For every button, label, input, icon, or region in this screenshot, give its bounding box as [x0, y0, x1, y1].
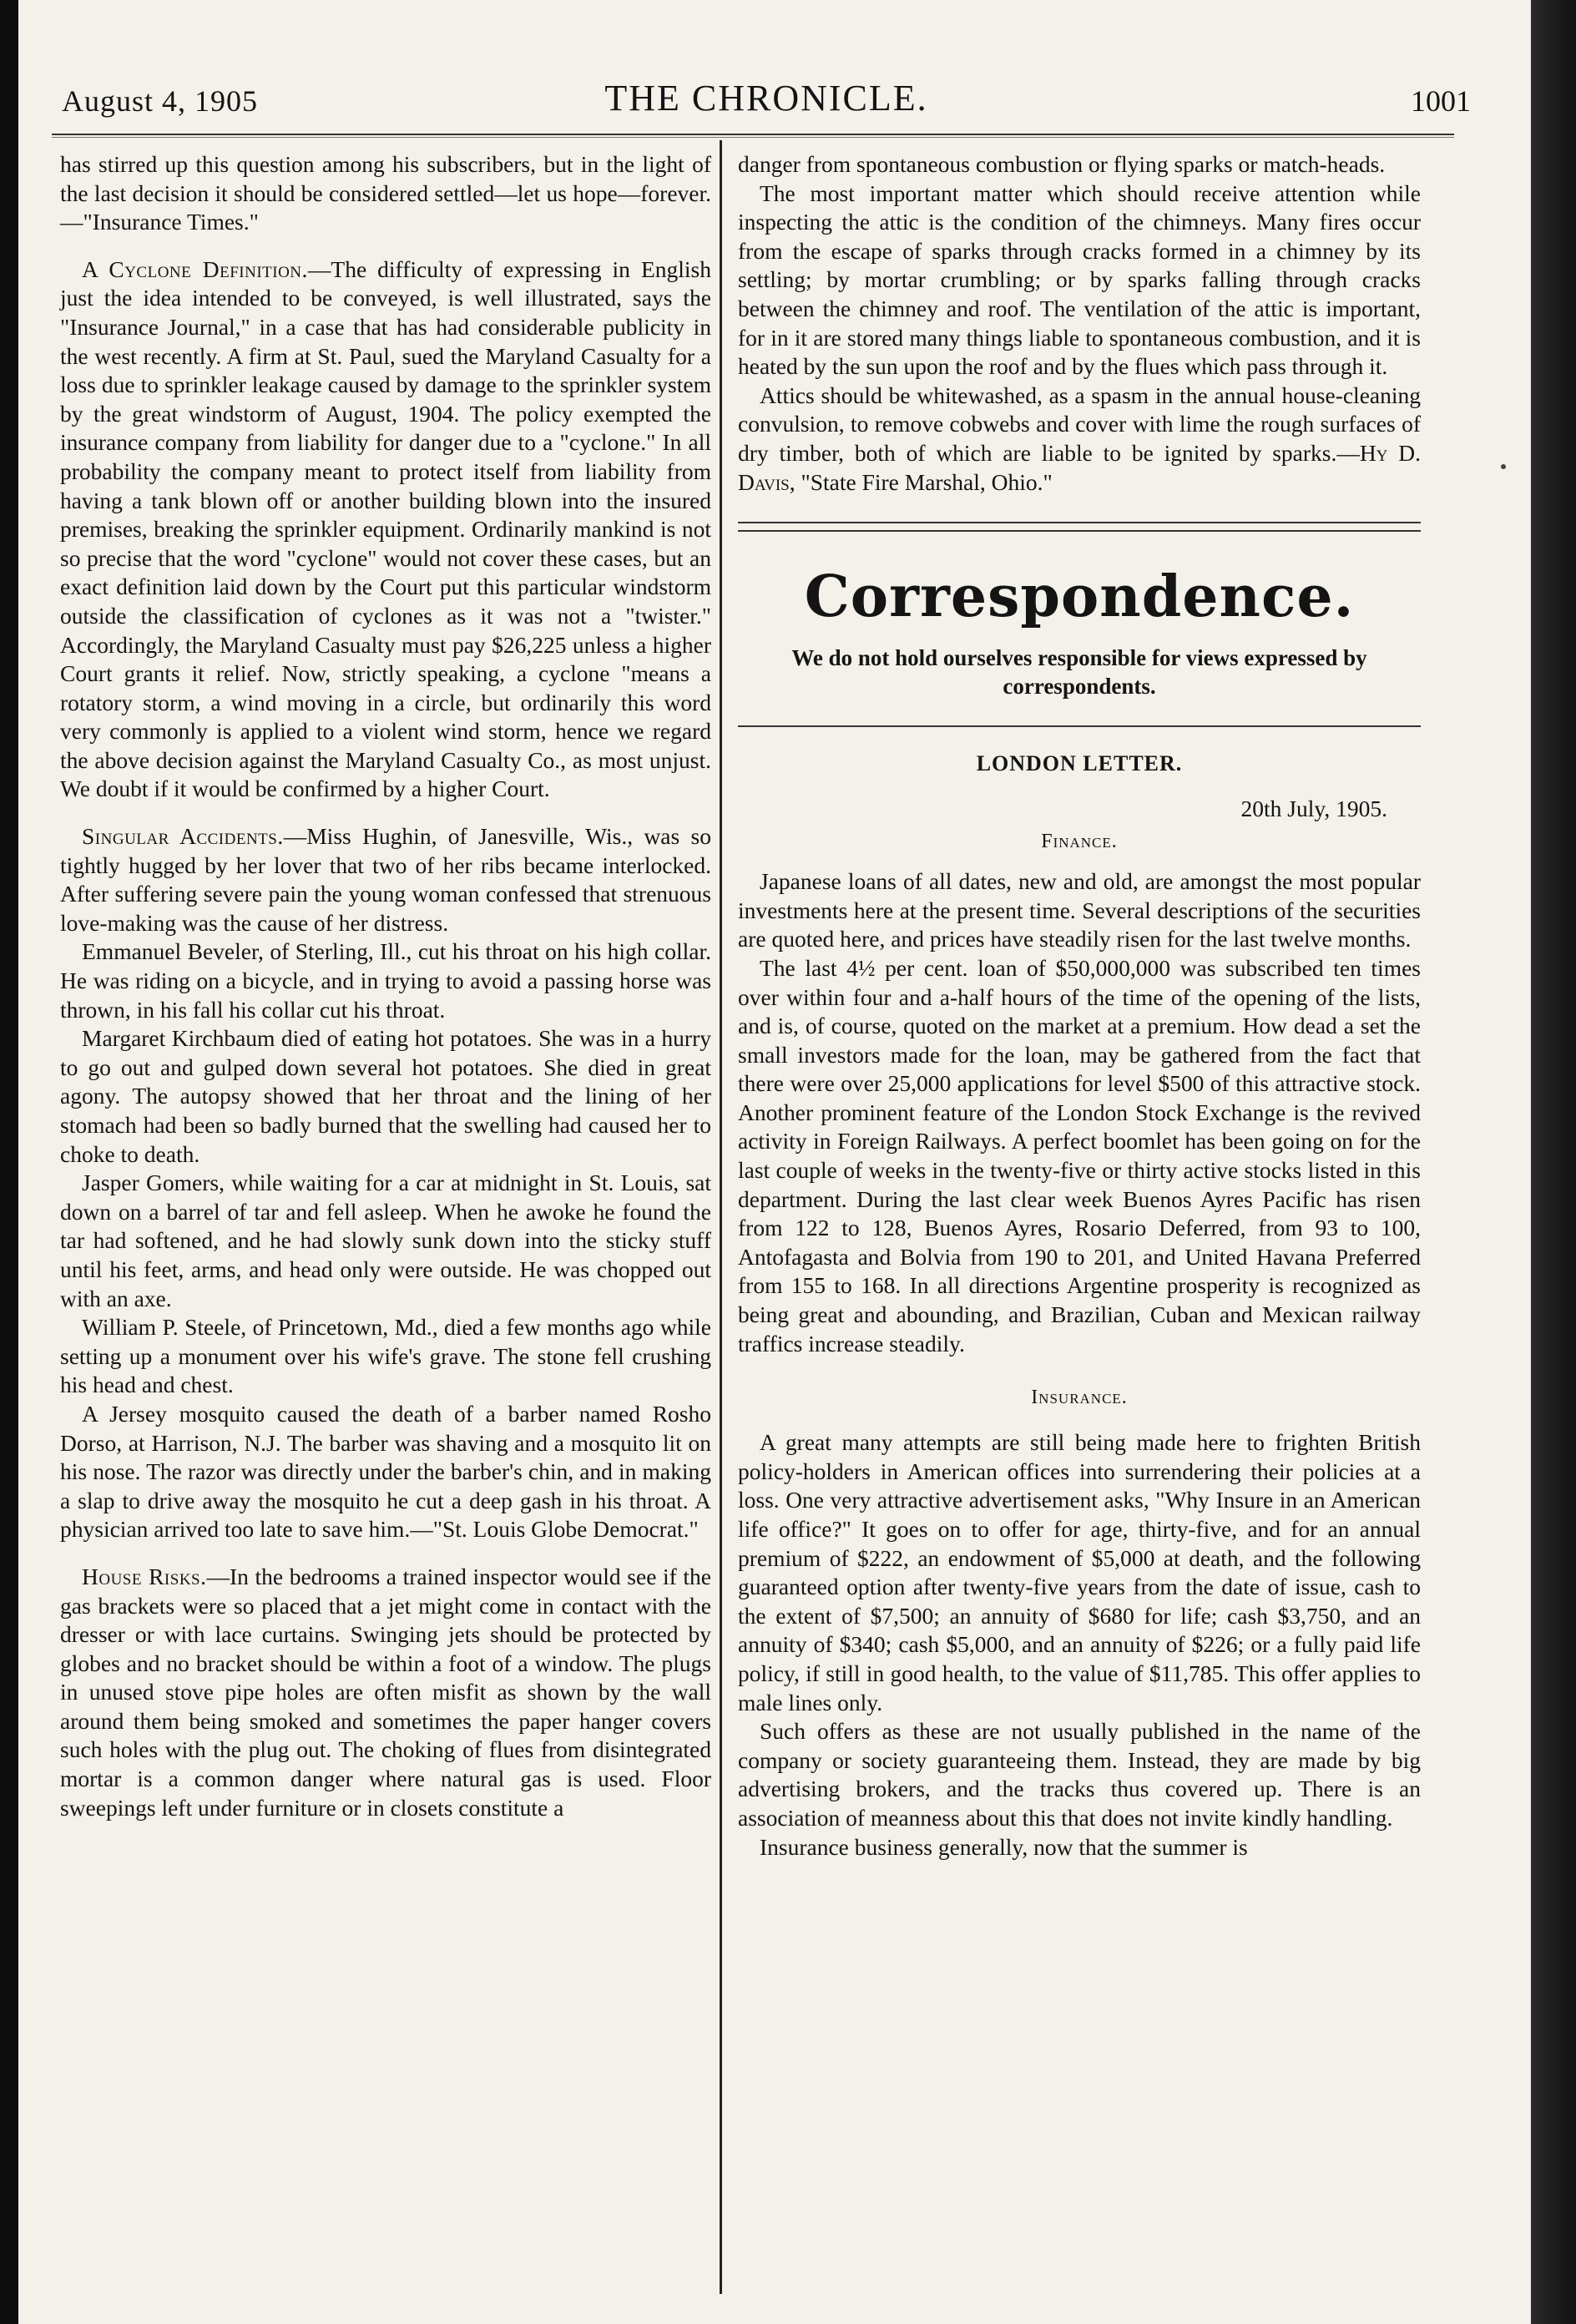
- page-number: 1001: [1411, 84, 1471, 118]
- cyclone-definition-paragraph: [60, 255, 711, 804]
- header-rule: [52, 134, 1454, 138]
- article-continuation: has stirred up this question among his subscribers, but in the light of the last decision it should be considered settled—let us hope—forever.—"Insurance Times.": [60, 151, 711, 235]
- newspaper-page: [18, 0, 1531, 2324]
- insurance-business-paragraph: Insurance business generally, now that the summer is: [760, 1833, 1248, 1860]
- steele-paragraph: William P. Steele, of Princetown, Md., died a few months ago while setting up a monument over his wife's grave. The stone fell crushing his head and chest.: [60, 1314, 711, 1398]
- gomers-paragraph: Jasper Gomers, while waiting for a car at midnight in St. Louis, sat down on a barrel of tar and fell asleep. When he awoke he found the tar had softened, and he had slowly sunk down into the sticky stuff until his feet, arms, and head only were outside. He was chopped out with an axe.: [60, 1170, 711, 1311]
- loan-subscription-paragraph: The last 4½ per cent. loan of $50,000,000 was subscribed ten times over within four and a-half hours of the time of the opening of the lists, and is, of course, quoted on the market at a premium. How dead a set the small investors made for the loan, may be gathered from the fact that there were over 25,000 applications for level $500 of this attractive stock. Another prominent feature of the London Stock Exchange is the revived activity in Foreign Railways. A perfect boomlet has been going on for the last couple of weeks in the twenty-five or thirty active stocks listed in this department. During the last clear week Buenos Ayres Pacific has risen from 122 to 128, Buenos Ayres, Rosario Deferred, from 93 to 100, Antofagasta and Bolvia from 190 to 201, and United Havana Preferred from 155 to 168. In all directions Argentine prosperity is recognized as being great and abounding, and Brazilian, Cuban and Mexican railway traffics increase steadily.: [738, 954, 1421, 1357]
- scan-edge: [1531, 0, 1576, 2324]
- house-risks-paragraph: [60, 1563, 711, 1822]
- policy-attempts-paragraph: A great many attempts are still being made here to frighten British policy-holders in American offices into surrendering their policies at a loss. One very attractive advertisement asks, "Why Insure in an American life office?" It goes on to offer for age, thirty-five, and for an annual premium of $222, an endowment of $5,000 at death, and the following guaranteed option after twenty-five years from the date of issue, cash to the extent of $7,500; an annuity of $680 for life; cash $3,750, and an annuity of $340; cash $5,000, and an annuity of $226; or a fully paid life policy, if still in good health, to the value of $11,785. This offer applies to male lines only.: [738, 1429, 1421, 1715]
- house-risks-text: —In the bedrooms a trained inspector would see if the gas brackets were so placed that a jet might come in contact with the dresser or with lace curtains. Swinging jets should be protected by globes and no bracket should be within a foot of a window. The plugs in unused stove pipe holes are often misfit as shown by the wall around them being smoked and sometimes the paper hanger covers such holes with the plug out. The choking of flues from disintegrated mortar is a common danger where natural gas is used. Floor sweepings left under furniture or in closets constitute a: [60, 1563, 712, 1821]
- house-risks-heading: House Risks.: [82, 1563, 207, 1589]
- publication-title: THE CHRONICLE.: [604, 78, 928, 119]
- header-date: August 4, 1905: [62, 84, 259, 118]
- whitewash-paragraph: [738, 381, 1421, 497]
- page-header: [62, 77, 1471, 124]
- japanese-loans-paragraph: Japanese loans of all dates, new and old, are amongst the most popular investments here at the present time. Several descriptions of the securities are quoted here, and prices have steadily risen for the last twelve months.: [738, 868, 1421, 952]
- singular-accidents-heading: Singular Accidents.: [82, 823, 284, 850]
- signature-title: "State Fire Marshal, Ohio.": [801, 468, 1053, 495]
- beveler-paragraph: Emmanuel Beveler, of Sterling, Ill., cut his throat on his high collar. He was riding on a bicycle, and in trying to avoid a passing horse was thrown, in his fall his collar cut his throat.: [60, 938, 711, 1023]
- correspondence-disclaimer: We do not hold ourselves responsible for views expressed by correspondents.: [791, 645, 1367, 700]
- finance-subheading: Finance.: [1041, 831, 1118, 853]
- singular-accidents-paragraph: [60, 822, 711, 937]
- left-column: [60, 150, 711, 1822]
- ink-speck: [1501, 464, 1506, 469]
- column-divider: [720, 140, 722, 2294]
- letter-dateline: 20th July, 1905.: [1240, 796, 1387, 822]
- attic-paragraph: The most important matter which should receive attention while inspecting the attic is the condition of the chimneys. Many fires occur from the escape of sparks through cracks formed in a chimney by its settling; by mortar crumbling; or by sparks falling through cracks between the chimney and roof. The ventilation of the attic is important, for in it are stored many things liable to spontaneous combustion, and it is heated by the sun upon the roof and by the flues which pass through it.: [738, 179, 1421, 380]
- london-letter-heading: LONDON LETTER.: [976, 751, 1183, 776]
- cyclone-definition-text: —The difficulty of expressing in English just the idea intended to be conveyed, is well illustrated, says the "Insurance Journal," in a case that has had considerable publicity in the west recently. A firm at St. Paul, sued the Maryland Casualty for a loss due to sprinkler leakage caused by damage to the sprinkler system by the great windstorm of August, 1904. The policy exempted the insurance company from liability for danger due to a "cyclone." In all probability the company meant to protect itself from liability from having a tank blown off or another building blown into the insured premises, breaking the sprinkler equipment. Ordinarily mankind is not so precise that the word "cyclone" would not cover these cases, but an exact definition laid down by the Court put this particular windstorm outside the classification of cyclones as it was not a "twister." Accordingly, the Maryland Casualty must pay $26,225 unless a higher Court grants it relief. Now, strictly speaking, a cyclone "means a rotatory storm, a wind moving in a circle, but ordinarily this word very commonly is applied to a violent wind storm, hence we regard the above decision against the Maryland Casualty Co., as most unjust. We doubt if it would be confirmed by a higher Court.: [60, 255, 711, 802]
- correspondence-heading: Correspondence.: [804, 563, 1355, 631]
- such-offers-paragraph: Such offers as these are not usually published in the name of the company or society guaranteeing them. Instead, they are made by big advertising brokers, and the tracks thus covered up. There is an association of meanness about this that does not invite kindly handling.: [738, 1718, 1421, 1831]
- cyclone-definition-heading: A Cyclone Definition.: [82, 255, 308, 282]
- whitewash-text: Attics should be whitewashed, as a spasm in the annual house-cleaning convulsion, to remove cobwebs and cover with lime the rough surfaces of dry timber, both of which are liable to be ignited by sparks.—: [738, 381, 1421, 466]
- correspondence-rule: [738, 725, 1421, 727]
- section-rule: [738, 522, 1421, 532]
- singular-accidents-text: —Miss Hughin, of Janesville, Wis., was so tightly hugged by her lover that two of her ribs became interlocked. After suffering severe pain the young woman confessed that strenuous love-making was the cause of her distress.: [60, 823, 711, 936]
- right-column: [738, 150, 1421, 1862]
- insurance-subheading: Insurance.: [1031, 1387, 1128, 1409]
- signature-name: Hy D. Davis,: [738, 439, 1421, 495]
- house-risks-continuation: danger from spontaneous combustion or flying sparks or match-heads.: [738, 151, 1386, 177]
- kirchbaum-paragraph: Margaret Kirchbaum died of eating hot potatoes. She was in a hurry to go out and gulped down several hot potatoes. She died in great agony. The autopsy showed that her throat and the lining of her stomach had been so badly burned that the swelling had caused her to choke to death.: [60, 1025, 711, 1167]
- mosquito-paragraph: A Jersey mosquito caused the death of a barber named Rosho Dorso, at Harrison, N.J. The barber was shaving and a mosquito lit on his nose. The razor was directly under the barber's chin, and in making a slap to drive away the mosquito he cut a deep gash in his throat. A physician arrived too late to save him.—"St. Louis Globe Democrat.": [60, 1400, 711, 1543]
